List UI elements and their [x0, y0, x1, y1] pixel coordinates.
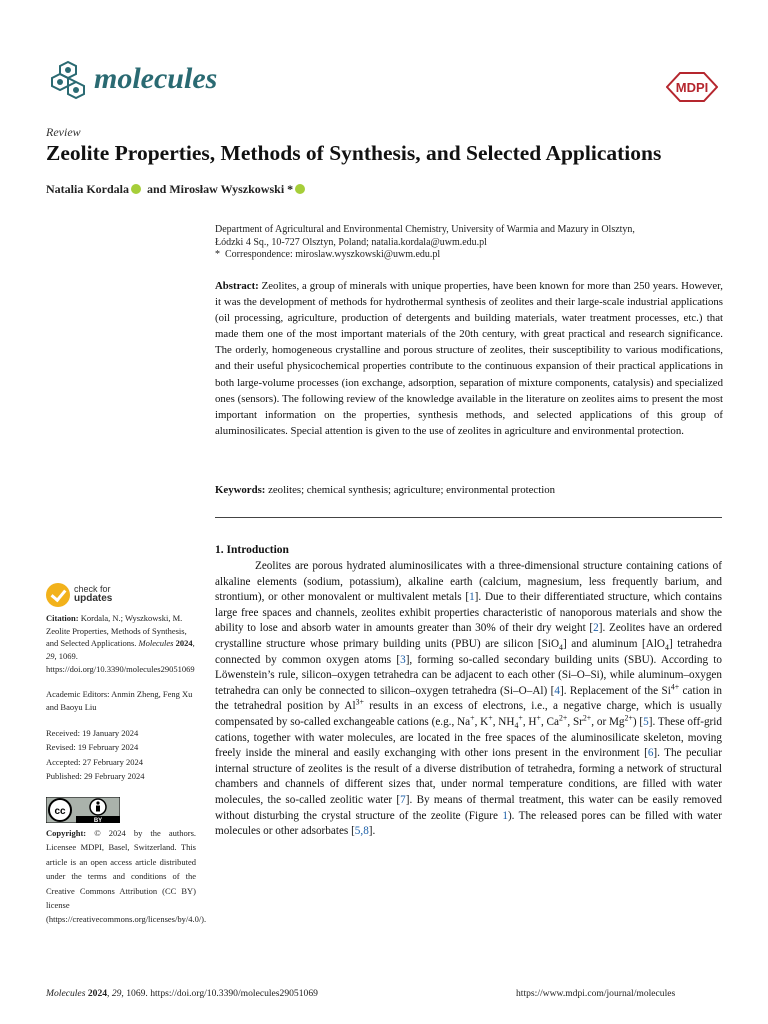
- citation-link[interactable]: 6: [647, 747, 654, 760]
- copyright-block: [46, 826, 207, 927]
- correspondence: [215, 249, 725, 262]
- figure-link[interactable]: 1: [502, 809, 508, 822]
- section-heading: 1. Introduction: [215, 544, 289, 556]
- author-list: [46, 182, 308, 197]
- editors-names: Anmin Zheng, Feng Xu and Baoyu Liu: [46, 689, 193, 712]
- section-divider: [215, 517, 722, 518]
- mdpi-logo-icon: [666, 72, 718, 102]
- citation-text: Kordala, N.; Wyszkowski, M. Zeolite Properties, Methods of Synthesis, and Selected Applications.: [46, 613, 187, 649]
- orcid-icon[interactable]: [295, 184, 305, 194]
- citation-link[interactable]: 7: [400, 793, 406, 806]
- author-name[interactable]: Mirosław Wyszkowski: [169, 182, 285, 196]
- copyright-text: © 2024 by the authors. Licensee MDPI, Basel, Switzerland. This article is an open access article distributed under the terms and conditions of the Creative Commons Attribution (CC BY) license (https://creativecommons.org/licenses/by/4.0/).: [46, 828, 207, 925]
- abstract: [215, 278, 723, 439]
- affiliation-line: Łódzki 4 Sq., 10-727 Olsztyn, Poland; natalia.kordala@uwm.edu.pl: [215, 236, 487, 248]
- copyright-label: Copyright:: [46, 828, 87, 838]
- academic-editors: [46, 688, 196, 713]
- keywords-text: zeolites; chemical synthesis; agriculture; environmental protection: [268, 484, 556, 496]
- corresponding-mark: *: [287, 182, 294, 196]
- author-separator: and: [147, 182, 167, 196]
- footer-journal: Molecules: [46, 988, 86, 999]
- footer-citation: Molecules 2024, 29, 1069. https://doi.org/10.3390/molecules29051069: [46, 988, 318, 999]
- by-label: BY: [93, 818, 103, 823]
- citation-link[interactable]: 5,8: [354, 825, 369, 838]
- orcid-icon[interactable]: [131, 184, 141, 194]
- citation-link[interactable]: 2: [593, 622, 599, 635]
- citation-journal: Molecules: [138, 638, 174, 649]
- keywords-label: Keywords:: [215, 484, 266, 496]
- citation-block: Citation: Kordala, N.; Wyszkowski, M. Zeolite Properties, Methods of Synthesis, and Selected Applications. Molecules 2024, 29, 1069. https://doi.org/10.3390/molecules29051069: [46, 613, 195, 674]
- citation-link[interactable]: 1: [469, 591, 475, 604]
- footer-journal-url[interactable]: https://www.mdpi.com/journal/molecules: [516, 988, 676, 999]
- journal-name: molecules: [94, 62, 218, 95]
- author-name[interactable]: Natalia Kordala: [46, 182, 129, 196]
- footer-doi-link[interactable]: , 1069. https://doi.org/10.3390/molecules29051069: [121, 988, 318, 999]
- molecules-logo-icon: [46, 60, 86, 100]
- correspondence-mark: *: [215, 249, 220, 260]
- citation-link[interactable]: 3: [400, 653, 406, 666]
- published-date: Published: 29 February 2024: [46, 770, 145, 781]
- citation-volume: 29: [46, 651, 55, 662]
- intro-paragraph: Zeolites are porous hydrated aluminosilicates with a three-dimensional structure containing cations of alkaline elements (sodium, potassium), alkaline earth (calcium, magnesium, less frequently barium, and strontium), or other monovalent or multivalent metals [1]. Due to their differentiated structure, which contains large free spaces and channels, zeolites exhibit properties characteristic of nanoporous materials and show the ability to lose and absorb water in amounts greater than 30% of their dry weight [2]. Zeolites have an ordered crystalline structure whose primary building units (PBU) are silicon [SiO$_4$] and aluminum [AlO$_4$] tetrahedra connected by common oxygen atoms [3], forming so-called secondary building units (SBU). According to Löwenstein’s rule, silicon–oxygen tetrahedra can be adjacent to each other (Si–O–Si), while aluminum–oxygen tetrahedra can only be connected to silicon–oxygen tetrahedra (Si–O–Al) [4]. Replacement of the $Si^{4+}$ cation in the tetrahedral position by $Al^{3+}$ results in an excess of electrons, i.e., a negative charge, which is usually compensated by so-called exchangeable cations (e.g., Na+, K+, $NH_4^+$, H+, $Ca^{2+}$, $Sr^{2+}$, or $Mg^{2+}$) [5]. These off-grid cations, together with water molecules, are located in the free spaces of the aluminosilicate skeleton, moving freely inside the mineral and easily exchanging with other ions present in the environment [6]. The peculiar internal structure of zeolites is the result of a diverse distribution of tetrahedra, forming a network of structural chambers and channels of different sizes that, under normal temperature conditions, are filled with water molecules, the so-called zeolitic water [7]. By means of thermal treatment, this water can be easily removed without disturbing the crystal structure of the zeolite (Figure 1). The released pores can be filled with water molecules or other adsorbates [5,8].: [215, 560, 723, 838]
- publisher-name: MDPI: [675, 80, 709, 95]
- check-icon: [46, 583, 70, 607]
- cc-label: cc: [54, 806, 66, 817]
- citation-doi[interactable]: , 1069. https://doi.org/10.3390/molecules29051069: [46, 651, 195, 674]
- editors-label: Academic Editors:: [46, 689, 110, 699]
- abstract-text: Zeolites, a group of minerals with unique properties, have been known for more than 250 years. However, it was the development of methods for hydrothermal synthesis of zeolites and their large-scale industrial applications (oil processing, agriculture, production of detergents and building materials, water treatment processes, etc.) that made them one of the most important materials of the 20th century, with great practical and research significance. The orderly, homogeneous crystalline and porous structure of zeolites, their susceptibility to various modifications, and their useful physicochemical properties contribute to the continuous expansion of their practical applications in both large-volume processes (ion exchange, adsorption, separation of mixture components, catalysis) and specialized ones (sensors). The following review of the knowledge available in the literature on zeolites aims to present the most important information on the properties, synthesis methods, and selected applications of this group of aluminosilicates. Special attention is given to the use of zeolites in agriculture and environmental protection.: [215, 280, 723, 437]
- check-for-updates-label: check for updates: [74, 584, 113, 604]
- cc-by-license-icon[interactable]: [46, 797, 120, 823]
- citation-year: 2024: [175, 638, 193, 649]
- revised-date: Revised: 19 February 2024: [46, 742, 139, 753]
- keywords: [215, 484, 723, 496]
- dates-block: [46, 726, 196, 783]
- accepted-date: Accepted: 27 February 2024: [46, 756, 144, 767]
- citation-link[interactable]: 4: [554, 684, 560, 697]
- check-for-updates-button[interactable]: [46, 583, 146, 609]
- affiliation-line: Department of Agricultural and Environmental Chemistry, University of Warmia and Mazury in Olsztyn,: [215, 224, 635, 235]
- correspondence-text: Correspondence: miroslaw.wyszkowski@uwm.edu.pl: [225, 249, 441, 260]
- article-title: Zeolite Properties, Methods of Synthesis, and Selected Applications: [46, 141, 662, 165]
- article-type: Review: [46, 125, 81, 139]
- citation-label: Citation:: [46, 613, 79, 623]
- footer-volume: 29: [111, 988, 122, 999]
- footer-year: 2024: [87, 988, 108, 999]
- citation-link[interactable]: 5: [643, 715, 649, 728]
- affiliation: [215, 224, 725, 262]
- abstract-label: Abstract:: [215, 280, 259, 292]
- received-date: Received: 19 January 2024: [46, 728, 139, 738]
- intro-body: [215, 559, 722, 840]
